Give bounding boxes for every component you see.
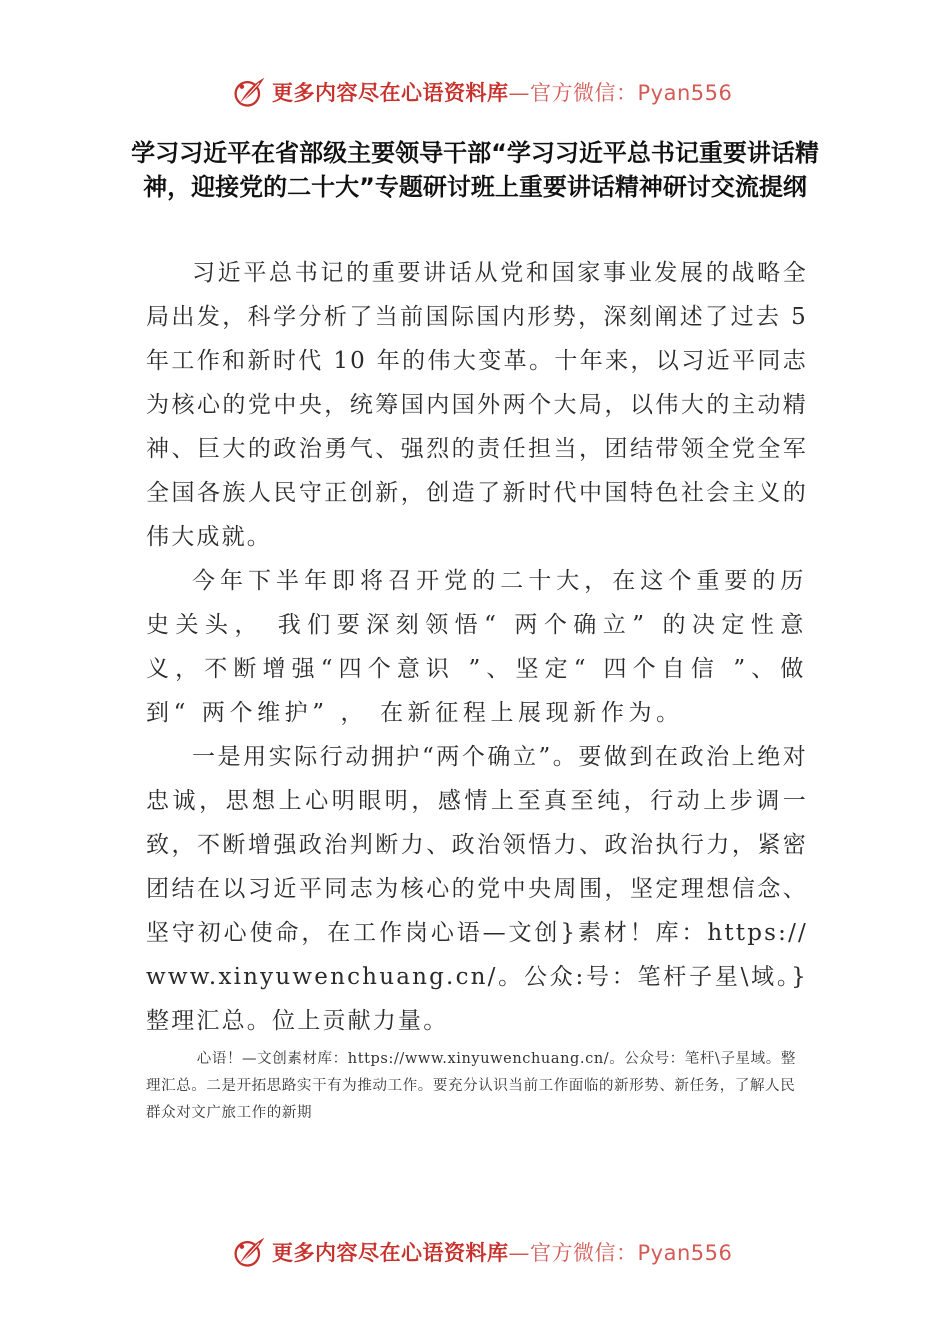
footer-banner	[0, 1232, 950, 1272]
footnote-paragraph: 心语！—文创素材库：https://www.xinyuwenchuang.cn/。公众号：笔杆\子星域。整理汇总。二是开拓思路实干有为推动工作。要充分认识当前工作面临的新形势、新任务，了解人民群众对文广旅工作的新期	[146, 1051, 796, 1121]
banner-text: 更多内容尽在心语资料库—官方微信：Pyan556	[272, 1241, 733, 1265]
document-title: 学习习近平在省部级主要领导干部“学习习近平总书记重要讲话精神，迎接党的二十大”专题研讨班上重要讲话精神研讨交流提纲	[131, 139, 819, 201]
body-paragraph-2: 今年下半年即将召开党的二十大，在这个重要的历史关头， 我们要深刻领悟“ 两个确立” 的决定性意义，不断增强“四个意识 ”、坚定“ 四个自信 ”、做到“ 两个维护” ， 在新征程上展现新作为。	[146, 568, 808, 726]
body-paragraph-3: 一是用实际行动拥护“两个确立”。要做到在政治上绝对忠诚，思想上心明眼明，感情上至真至纯，行动上步调一致，不断增强政治判断力、政治领悟力、政治执行力，紧密团结在以习近平同志为核心的党中央周围，坚定理想信念、坚守初心使命，在工作岗心语—文创}素材！库：https://www.xinyuwenchuang.cn/。公众:号：笔杆子星\域。}整理汇总。位上贡献力量。	[146, 744, 808, 1034]
header-banner	[0, 72, 950, 112]
body-paragraph-1: 习近平总书记的重要讲话从党和国家事业发展的战略全局出发，科学分析了当前国际国内形势，深刻阐述了过去 5 年工作和新时代 10 年的伟大变革。十年来，以习近平同志为核心的党中央，统筹国内国外两个大局，以伟大的主动精神、巨大的政治勇气、强烈的责任担当，团结带领全党全军全国各族人民守正创新，创造了新时代中国特色社会主义的伟大成就。	[146, 260, 808, 550]
banner-text: 更多内容尽在心语资料库—官方微信：Pyan556	[272, 81, 733, 105]
feather-quill-logo-icon	[232, 74, 268, 110]
feather-quill-logo-icon	[232, 1234, 268, 1270]
